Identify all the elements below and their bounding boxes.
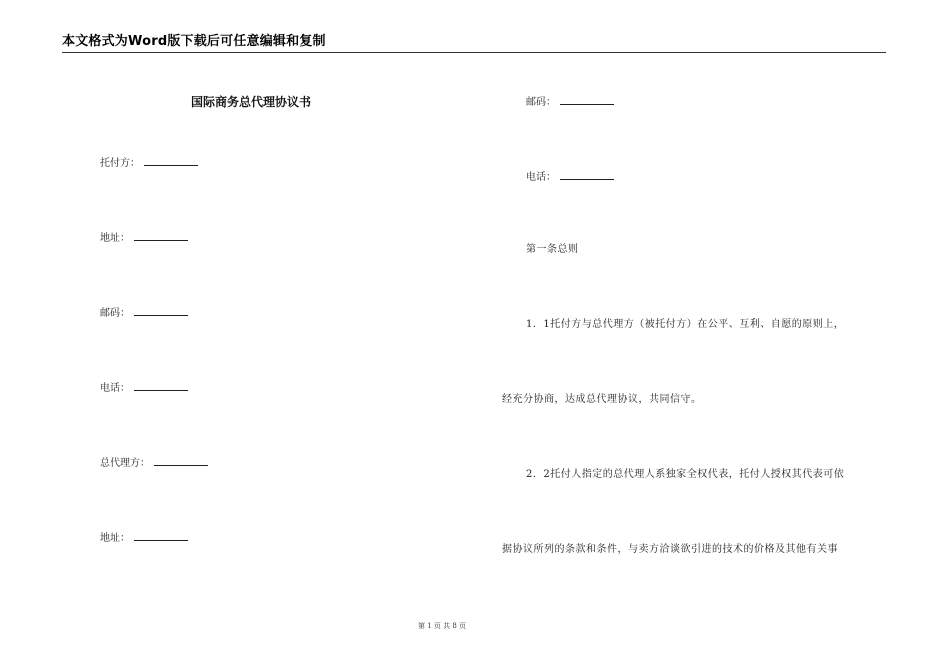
paragraph-line: 2．2托付人指定的总代理人系独家全权代表，托付人授权其代表可依	[526, 469, 845, 480]
field-agent-address	[100, 529, 188, 546]
page-footer: 第 1 页 共 8 页	[417, 622, 467, 630]
field-label: 电话：	[526, 172, 556, 183]
page-header	[62, 34, 886, 53]
blank-line	[560, 168, 614, 180]
field-agent-phone	[526, 168, 614, 185]
header-banner: 本文格式为Word版下载后可任意编辑和复制	[62, 34, 326, 49]
field-label: 邮码：	[526, 97, 556, 108]
field-principal-phone	[100, 379, 188, 396]
field-label: 地址：	[100, 533, 130, 544]
field-principal-address	[100, 229, 188, 246]
field-agent-postcode	[526, 93, 614, 110]
paragraph-line: 据协议所列的条款和条件，与卖方洽谈欲引进的技术的价格及其他有关事	[502, 544, 838, 555]
blank-line	[154, 454, 208, 466]
paragraph-line: 1．1托付方与总代理方（被托付方）在公平、互利、自愿的原则上，	[526, 319, 845, 330]
field-label: 总代理方：	[100, 458, 150, 469]
blank-line	[560, 93, 614, 105]
field-agent	[100, 454, 208, 471]
field-principal	[100, 154, 198, 171]
field-label: 电话：	[100, 383, 130, 394]
field-principal-postcode	[100, 304, 188, 321]
field-label: 托付方：	[100, 158, 140, 169]
field-label: 邮码：	[100, 308, 130, 319]
blank-line	[134, 229, 188, 241]
blank-line	[134, 304, 188, 316]
blank-line	[134, 379, 188, 391]
paragraph-line: 经充分协商，达成总代理协议，共同信守。	[502, 394, 702, 405]
document-title: 国际商务总代理协议书	[191, 95, 312, 109]
section-heading: 第一条总则	[526, 244, 579, 255]
blank-line	[134, 529, 188, 541]
field-label: 地址：	[100, 233, 130, 244]
blank-line	[144, 154, 198, 166]
